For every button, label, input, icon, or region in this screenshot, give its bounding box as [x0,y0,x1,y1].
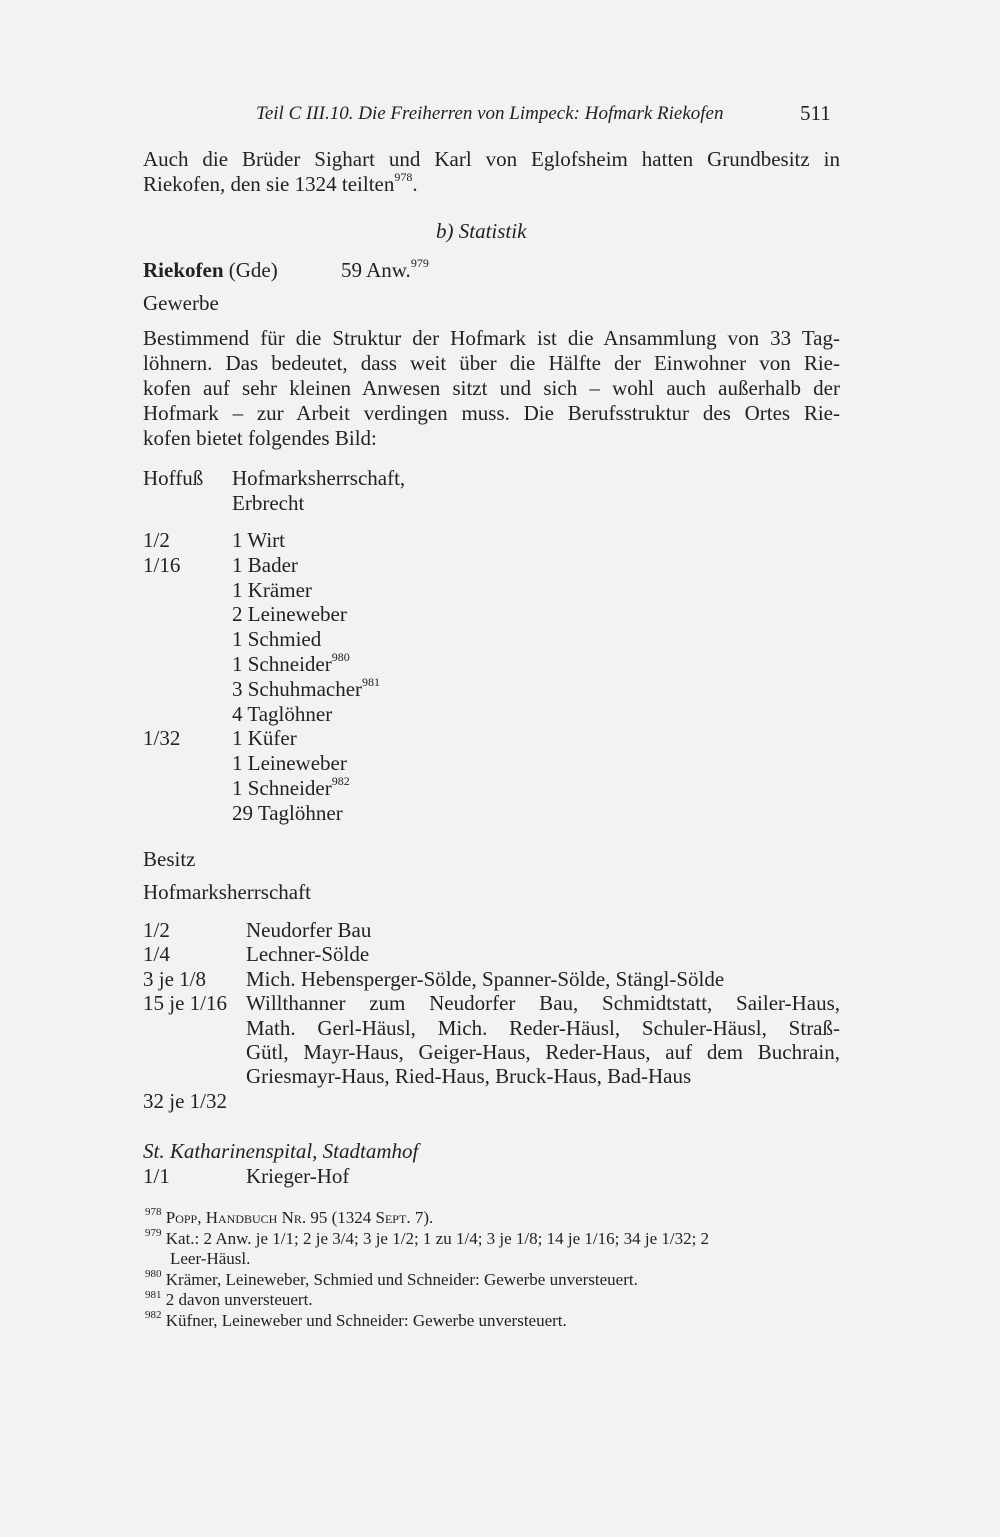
besitz-label: Besitz [143,847,196,871]
footnote-number: 980 [145,1268,162,1281]
besitz-line: Neudorfer Bau [246,918,372,942]
footnote-number: 982 [145,1309,162,1322]
intro-line-1: Auch die Brüder Sighart und Karl von Eglofsheim hatten Grundbesitz in [143,147,840,171]
footnote-981: $^{981}$ 2 davon unversteuert. [145,1288,313,1310]
besitz-size: 1/4 [143,942,170,967]
besitz-line: Math. Gerl-Häusl, Mich. Reder-Häusl, Schuler-Häusl, Straß- [246,1015,840,1040]
footnote-979: Leer-Häusl. [170,1249,251,1269]
table-row [0,627,1000,652]
besitz-line: Mich. Hebensperger-Sölde, Spanner-Sölde, Stängl-Sölde [246,966,725,991]
section-heading: b) Statistik [436,219,527,243]
trade-cell: 1 Wirt [232,528,286,552]
para-line: löhnern. Das bedeutet, dass weit über die Hälfte der Einwohner von Rie- [143,351,840,375]
table-header-hoffuss: Hoffuß [143,466,204,490]
owner-katharinenspital: St. Katharinenspital, Stadtamhof [143,1139,419,1163]
footnote-ref[interactable]: 981 [362,674,381,689]
owner2-row-size: 1/1 [143,1164,170,1188]
table-row [0,652,1000,677]
table-row [0,528,1000,553]
footnote-ref[interactable]: 980 [331,650,350,664]
table-row [0,751,1000,776]
place-count: 59 Anw.$^{979}$ [341,256,429,282]
trade-cell: 29 Taglöhner [232,800,343,825]
table-row [0,578,1000,603]
table-row [0,674,1000,702]
trade-cell: 1 Schneider$^{980}$ [232,650,350,676]
trade-cell: 4 Taglöhner [232,701,333,726]
intro-paragraph [143,147,840,197]
table-row [0,726,1000,751]
footnote-ref[interactable]: 982 [331,774,350,788]
table-row [0,801,1000,826]
running-title: Teil C III.10. Die Freiherren von Limpeck: Hofmark Riekofen [256,103,724,124]
footnote-ref-978[interactable]: 978 [394,170,413,184]
owner2-row-text: Krieger-Hof [246,1164,350,1188]
place-type: (Gde) [223,258,278,282]
para-line: Bestimmend für die Struktur der Hofmark ist die Ansammlung von 33 Tag- [143,326,840,350]
besitz-size: 32 je 1/32 [143,1088,227,1113]
page-number: 511 [800,101,831,125]
table-row [0,553,1000,578]
para-line: Hofmark – zur Arbeit verdingen muss. Die Berufsstruktur des Ortes Rie- [143,401,840,425]
besitz-size: 1/2 [143,918,170,942]
footnote-number: 981 [145,1288,162,1301]
table-row [0,776,1000,801]
place-line [143,258,278,283]
besitz-line: Willthanner zum Neudorfer Bau, Schmidtstatt, Sailer-Haus, [246,991,840,1016]
table-row [0,702,1000,727]
footnote-980: $^{980}$ Krämer, Leineweber, Schmied und Schneider: Gewerbe unversteuert. [145,1268,638,1289]
footnote-979: $^{979}$ Kat.: 2 Anw. je 1/1; 2 je 3/4; 3 je 1/2; 1 zu 1/4; 3 je 1/8; 14 je 1/16; 34 je 1/32; 2 [145,1226,710,1248]
para-line: kofen bietet folgendes Bild: [143,426,377,450]
owner-hofmarksherrschaft: Hofmarksherrschaft [143,880,311,904]
trade-cell: 1 Leineweber [232,751,347,776]
hoffuss-cell: 1/16 [143,552,181,577]
footnote-number: 978 [145,1206,162,1219]
para-line: kofen auf sehr kleinen Anwesen sitzt und sich – wohl auch außerhalb der [143,376,840,400]
gewerbe-label: Gewerbe [143,291,219,315]
trade-cell: 1 Küfer [232,726,297,751]
trade-cell: 1 Krämer [232,577,312,602]
trade-cell: 1 Bader [232,552,298,577]
trade-cell: 1 Schneider$^{982}$ [232,774,350,800]
table-header-owner: Hofmarksherrschaft, [232,466,406,490]
hoffuss-cell: 1/2 [143,528,170,552]
besitz-size: 15 je 1/16 [143,991,227,1016]
besitz-line: Griesmayr-Haus, Ried-Haus, Bruck-Haus, Bad-Haus [246,1064,692,1089]
footnote-978: $^{978}$ Popp, Handbuch Nr. 95 (1324 Sept. 7). [145,1206,434,1227]
intro-line-2: Riekofen, den sie 1324 teilten$^{978}$. [143,170,418,196]
place-name: Riekofen [143,258,224,282]
trade-cell: 2 Leineweber [232,602,347,627]
table-header-right: Erbrecht [232,491,305,515]
trade-cell: 3 Schuhmacher$^{981}$ [232,674,381,701]
table-row [0,602,1000,627]
besitz-size: 3 je 1/8 [143,966,206,991]
hoffuss-cell: 1/32 [143,726,181,751]
besitz-line: Lechner-Sölde [246,942,370,967]
besitz-line: Gütl, Mayr-Haus, Geiger-Haus, Reder-Haus, auf dem Buchrain, [246,1040,840,1064]
footnote-number: 979 [145,1226,162,1239]
footnote-ref-979[interactable]: 979 [410,256,429,270]
footnote-982: $^{982}$ Küfner, Leineweber und Schneider: Gewerbe unversteuert. [145,1309,567,1330]
gewerbe-paragraph [143,326,840,451]
trade-cell: 1 Schmied [232,627,322,652]
